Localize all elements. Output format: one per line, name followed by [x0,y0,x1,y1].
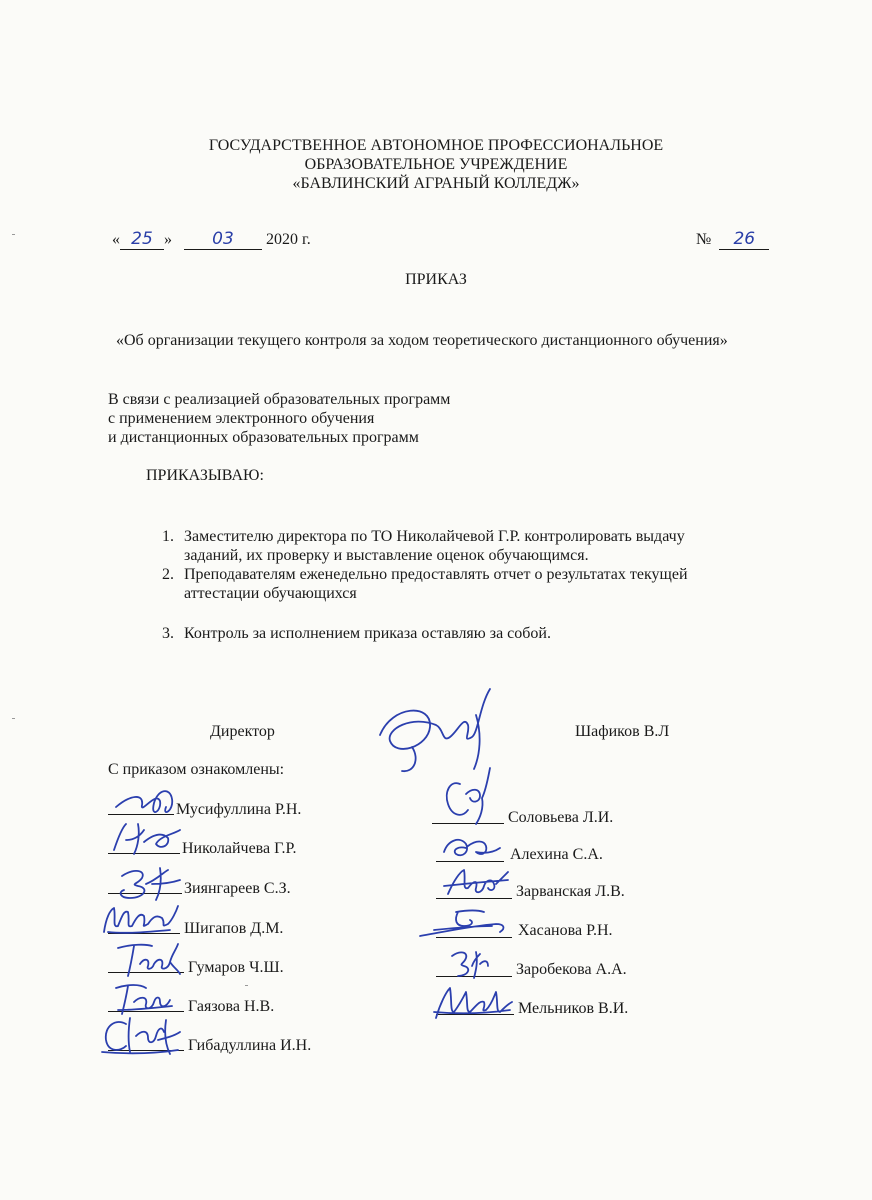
header-line-1: ГОСУДАРСТВЕННОЕ АВТОНОМНОЕ ПРОФЕССИОНАЛЬНОЕ [208,137,664,154]
item-number: 2. [162,566,174,583]
header-line-2: ОБРАЗОВАТЕЛЬНОЕ УЧРЕЖДЕНИЕ [304,156,568,173]
signature-zarobekova [444,946,494,982]
acknowledged-left-6: Гаязова Н.В. [188,998,275,1015]
signature-alekhina [436,828,504,864]
item-text-line-2: аттестации обучающихся [184,585,357,602]
acknowledged-right-6: Мельников В.И. [518,1000,629,1017]
acknowledged-right-4: Хасанова Р.Н. [518,922,613,939]
acknowledged-left-3: Зиянгареев С.З. [184,880,291,897]
signature-gibadullina [96,1012,186,1058]
signature-gumarov [112,940,182,980]
signature-shigapov [96,898,182,942]
signature-nikolaycheva [108,820,186,860]
number-value: 26 [733,229,756,249]
acknowledged-left-5: Гумаров Ч.Ш. [188,959,284,976]
item-text-line-1: Заместителю директора по ТО Николайчевой Г.Р. контролировать выдачу [184,528,685,545]
signature-solovyeva [440,764,500,830]
item-number: 1. [162,528,174,545]
acknowledged-right-1: Соловьева Л.И. [508,809,614,826]
header-line-3: «БАВЛИНСКИЙ АГРАНЫЙ КОЛЛЕДЖ» [292,175,580,192]
acknowledged-left-4: Шигапов Д.М. [184,920,284,937]
item-text-line-2: заданий, их проверку и выставление оценок обучающимся. [184,547,589,564]
order-item-1 [162,527,685,546]
signature-zarvanskaya [438,864,514,904]
acknowledged-right-3: Зарванская Л.В. [516,883,625,900]
acknowledged-label: С приказом ознакомлены: [108,761,285,778]
preamble-line-1: В связи с реализацией образовательных программ [108,391,451,408]
director-position: Директор [210,723,275,740]
date-month: 03 [212,229,234,249]
order-item-2 [162,565,688,584]
preamble-line-3: и дистанционных образовательных программ [108,429,419,446]
signature-musifullina [112,785,182,825]
signature-melnikov [430,982,516,1024]
preamble-line-2: с применением электронного обучения [108,410,375,427]
number-label: № [696,231,712,248]
order-date [112,230,311,250]
order-item-3 [162,624,551,643]
acknowledged-right-5: Заробекова А.А. [516,961,627,978]
order-word: ПРИКАЗЫВАЮ: [146,467,264,484]
date-day: 25 [131,229,153,249]
order-subject: «Об организации текущего контроля за ходом теоретического дистанционного обучения» [116,332,728,349]
signature-khasanova [414,904,514,944]
acknowledged-left-1: Мусифуллина Р.Н. [176,801,302,818]
order-number [696,230,769,250]
acknowledged-right-2: Алехина С.А. [510,846,603,863]
acknowledged-left-7: Гибадуллина И.Н. [188,1037,312,1054]
date-open-quote: « [112,231,120,248]
item-text-line-1: Преподавателям еженедельно предоставлять отчет о результатах текущей [184,566,688,583]
item-text-line-1: Контроль за исполнением приказа оставляю за собой. [184,625,551,642]
director-name: Шафиков В.Л [575,723,670,740]
item-number: 3. [162,625,174,642]
acknowledged-left-2: Николайчева Г.Р. [182,840,297,857]
document-type: ПРИКАЗ [405,271,467,288]
date-year: 2020 г. [266,231,311,248]
date-close-quote: » [164,231,172,248]
